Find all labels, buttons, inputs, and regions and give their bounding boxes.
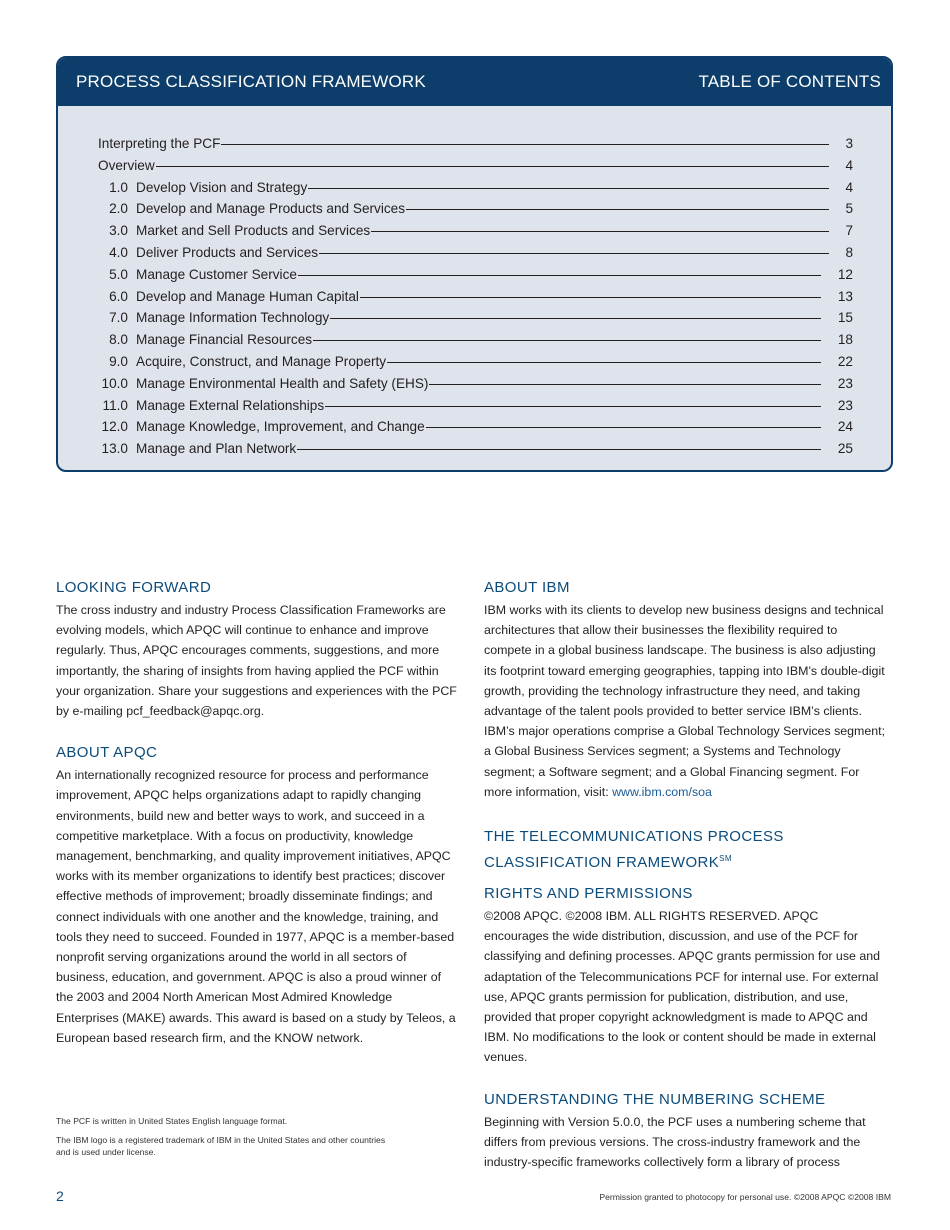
toc-entry[interactable]: [98, 136, 853, 158]
toc-entry-page: 23: [837, 375, 853, 391]
toc-leader-line: [313, 340, 821, 341]
toc-entry-number: 8.0: [109, 332, 128, 348]
toc-entry[interactable]: [98, 332, 853, 354]
toc-entry-title: Manage External Relationships: [136, 397, 325, 413]
toc-entry[interactable]: [98, 441, 853, 463]
toc-leader-line: [297, 449, 821, 450]
toc-leader-line: [387, 362, 821, 363]
toc-leader-line: [308, 188, 829, 189]
toc-leader-line: [406, 209, 829, 210]
toc-entry-page: 4: [845, 157, 853, 173]
toc-entry-number: 9.0: [109, 353, 128, 369]
toc-entry[interactable]: [98, 289, 853, 311]
toc-header-label: TABLE OF CONTENTS: [698, 72, 881, 91]
toc-entry-page: 8: [845, 244, 853, 260]
toc-entry-number: 13.0: [101, 441, 128, 457]
toc-entry-page: 24: [837, 419, 853, 435]
toc-list: [98, 136, 853, 463]
toc-entry[interactable]: [98, 180, 853, 202]
toc-entry[interactable]: [98, 310, 853, 332]
toc-entry-page: 23: [837, 397, 853, 413]
toc-entry-title: Develop Vision and Strategy: [136, 179, 308, 195]
service-mark: SM: [719, 854, 732, 864]
toc-entry-page: 5: [845, 201, 853, 217]
toc-entry[interactable]: [98, 419, 853, 441]
toc-header: [58, 58, 891, 106]
toc-leader-line: [221, 144, 829, 145]
toc-entry-title: Develop and Manage Human Capital: [136, 288, 359, 304]
toc-entry-page: 12: [837, 266, 853, 282]
toc-entry[interactable]: [98, 376, 853, 398]
toc-entry[interactable]: [98, 354, 853, 376]
toc-entry-page: 25: [837, 441, 853, 457]
toc-entry[interactable]: [98, 245, 853, 267]
toc-entry[interactable]: [98, 223, 853, 245]
toc-entry-page: 15: [837, 310, 853, 326]
toc-entry-title: Interpreting the PCF: [98, 136, 221, 151]
toc-entry-title: Manage Financial Resources: [136, 332, 313, 348]
table-of-contents: [56, 56, 893, 472]
toc-entry[interactable]: [98, 158, 853, 180]
toc-leader-line: [360, 297, 821, 298]
toc-entry-page: 7: [845, 223, 853, 239]
about-apqc-heading: ABOUT APQC: [56, 744, 158, 762]
toc-leader-line: [429, 384, 821, 385]
toc-entry[interactable]: [98, 201, 853, 223]
about-apqc-text: An internationally recognized resource for process and performance improvement, APQC helps organizations adapt to rapidly changing environments, build new and better ways to work, and succeed in a competitive marketplace. With a focus on productivity, knowledge management, benchmarking, and quality improvement initiatives, APQC works with its member organizations to identify best practices; discover effective methods of improvement; broadly disseminate findings; and connect individuals with one another and the knowledge, training, and tools they need to succeed. Founded in 1977, APQC is a member-based nonprofit serving organizations around the world in all sectors of business, education, and government. APQC is also a proud winner of the 2003 and 2004 North American Most Admired Knowledge Enterprises (MAKE) awards. This award is based on a study by Teleos, a European based research firm, and the KNOW network.: [56, 768, 456, 1045]
toc-entry-page: 3: [845, 136, 853, 151]
toc-entry[interactable]: [98, 398, 853, 420]
toc-entry-title: Deliver Products and Services: [136, 244, 319, 260]
telecom-heading-line2: CLASSIFICATION FRAMEWORK: [484, 854, 720, 872]
toc-leader-line: [319, 253, 829, 254]
toc-leader-line: [330, 318, 821, 319]
looking-forward-text: The cross industry and industry Process Classification Frameworks are evolving models, which APQC will continue to enhance and improve regularly. Thus, APQC encourages comments, suggestions, and more importantly, the sharing of insights from having applied the PCF within your organization. Share your suggestions and experiences with the PCF by e-mailing pcf_feedback@apqc.org.: [56, 603, 457, 719]
rights-heading: RIGHTS AND PERMISSIONS: [484, 885, 693, 903]
looking-forward-heading: LOOKING FORWARD: [56, 579, 212, 596]
toc-leader-line: [325, 406, 821, 407]
footnote-trademark: The IBM logo is a registered trademark of IBM in the United States and other countries and is used under license.: [56, 1135, 386, 1157]
toc-entry-number: 6.0: [109, 288, 128, 304]
telecom-heading-line1: THE TELECOMMUNICATIONS PROCESS: [484, 828, 784, 846]
toc-entry-page: 13: [837, 288, 853, 304]
left-column: [56, 578, 458, 1048]
toc-entry-title: Manage Information Technology: [136, 310, 330, 326]
toc-entry-number: 5.0: [109, 266, 128, 282]
right-column: [484, 578, 886, 1172]
toc-entry-title: Manage Knowledge, Improvement, and Change: [136, 419, 425, 435]
toc-entry-page: 4: [845, 179, 853, 195]
ibm-soa-link[interactable]: www.ibm.com/soa: [612, 784, 712, 799]
toc-entry-number: 10.0: [101, 375, 128, 391]
footnote-language: The PCF is written in United States English language format.: [56, 1116, 288, 1126]
toc-entry-number: 3.0: [109, 223, 128, 239]
numbering-text: Beginning with Version 5.0.0, the PCF uses a numbering scheme that differs from previous versions. The cross-industry framework and the industry-specific frameworks collectively form a library of process: [484, 1114, 866, 1170]
rights-text: ©2008 APQC. ©2008 IBM. ALL RIGHTS RESERVED. APQC encourages the wide distribution, discussion, and use of the PCF for classifying and defining processes. APQC grants permission for use and adaptation of the Telecommunications PCF for internal use. For external use, APQC grants permission for publication, distribution, and use, provided that proper copyright acknowledgment is made to APQC and IBM. No modifications to the look or content should be made in external venues.: [484, 909, 881, 1065]
toc-entry-number: 4.0: [109, 244, 128, 260]
toc-entry-title: Market and Sell Products and Services: [136, 223, 371, 239]
toc-leader-line: [426, 427, 821, 428]
about-ibm-heading: ABOUT IBM: [484, 579, 570, 596]
toc-entry-title: Manage Environmental Health and Safety (EHS): [136, 375, 429, 391]
about-ibm-body: IBM works with its clients to develop new business designs and technical architectures that allow their businesses the flexibility required to compete in a global business landscape. The business is also adjusting its footprint toward emerging geographies, tapping into IBM’s double-digit growth, providing the technology infrastructure they need, and taking advantage of the talent pools provided to better service IBM’s clients. IBM’s major operations comprise a Global Technology Services segment; a Global Business Services segment; a Systems and Technology segment; a Software segment; and a Global Financing segment. For more information, visit:: [484, 603, 886, 799]
toc-leader-line: [298, 275, 821, 276]
toc-entry-page: 22: [837, 353, 853, 369]
toc-entry-title: Develop and Manage Products and Services: [136, 201, 406, 217]
page-number: 2: [56, 1188, 64, 1204]
toc-entry-number: 11.0: [102, 397, 128, 413]
toc-entry[interactable]: [98, 267, 853, 289]
toc-entry-number: 12.0: [101, 419, 128, 435]
toc-entry-number: 1.0: [109, 179, 128, 195]
toc-leader-line: [371, 231, 829, 232]
toc-entry-title: Manage and Plan Network: [136, 441, 297, 457]
toc-entry-page: 18: [837, 332, 853, 348]
toc-entry-number: 7.0: [109, 310, 128, 326]
toc-leader-line: [156, 166, 829, 167]
toc-header-title: PROCESS CLASSIFICATION FRAMEWORK: [76, 72, 426, 91]
toc-entry-title: Acquire, Construct, and Manage Property: [136, 353, 387, 369]
telecom-pcf-heading: [484, 826, 886, 874]
toc-entry-title: Manage Customer Service: [136, 266, 297, 282]
about-ibm-text: [484, 600, 886, 802]
toc-entry-title: Overview: [98, 157, 155, 173]
numbering-heading: UNDERSTANDING THE NUMBERING SCHEME: [484, 1090, 826, 1108]
toc-entry-number: 2.0: [109, 201, 128, 217]
permission-notice: Permission granted to photocopy for personal use. ©2008 APQC ©2008 IBM: [599, 1192, 891, 1202]
